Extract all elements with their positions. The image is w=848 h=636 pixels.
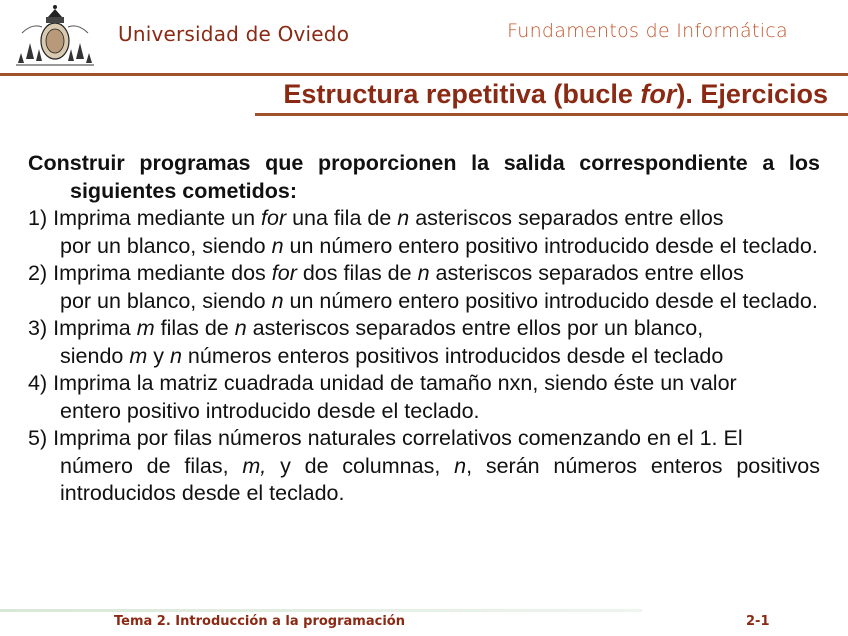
list-item: 4) Imprima la matriz cuadrada unidad de tamaño nxn, siendo éste un valor entero positivo introducido desde el teclado. [28, 371, 737, 423]
course-name: Fundamentos de Informática [507, 20, 788, 42]
exercise-list [28, 150, 820, 508]
list-item: 2) Imprima mediante dos for dos filas de n asteriscos separados entre ellos por un blanco, siendo n un número entero positivo introducido desde el teclado. [28, 261, 818, 313]
footer-topic: Tema 2. Introducción a la programación [114, 614, 405, 629]
list-item: 1) Imprima mediante un for una fila de n asteriscos separados entre ellos por un blanco, siendo n un número entero positivo introducido desde el teclado. [28, 206, 818, 258]
university-name: Universidad de Oviedo [118, 22, 350, 46]
intro-paragraph: Construir programas que proporcionen la salida correspondiente a los siguientes cometidos: [28, 151, 820, 203]
footer-divider [0, 609, 642, 612]
title-underline [255, 113, 848, 116]
university-crest-logo [12, 3, 98, 67]
list-item: 5) Imprima por filas números naturales correlativos comenzando en el 1. El número de filas, m, y de columnas, n, serán números enteros positivos introducidos desde el teclado. [28, 426, 820, 505]
page-number: 2-1 [746, 614, 770, 629]
list-item: 3) Imprima m filas de n asteriscos separados entre ellos por un blanco, siendo m y n números enteros positivos introducidos desde el teclado [28, 316, 724, 368]
slide-title: Estructura repetitiva (bucle for). Ejercicios [283, 79, 828, 109]
header-divider [0, 73, 848, 76]
